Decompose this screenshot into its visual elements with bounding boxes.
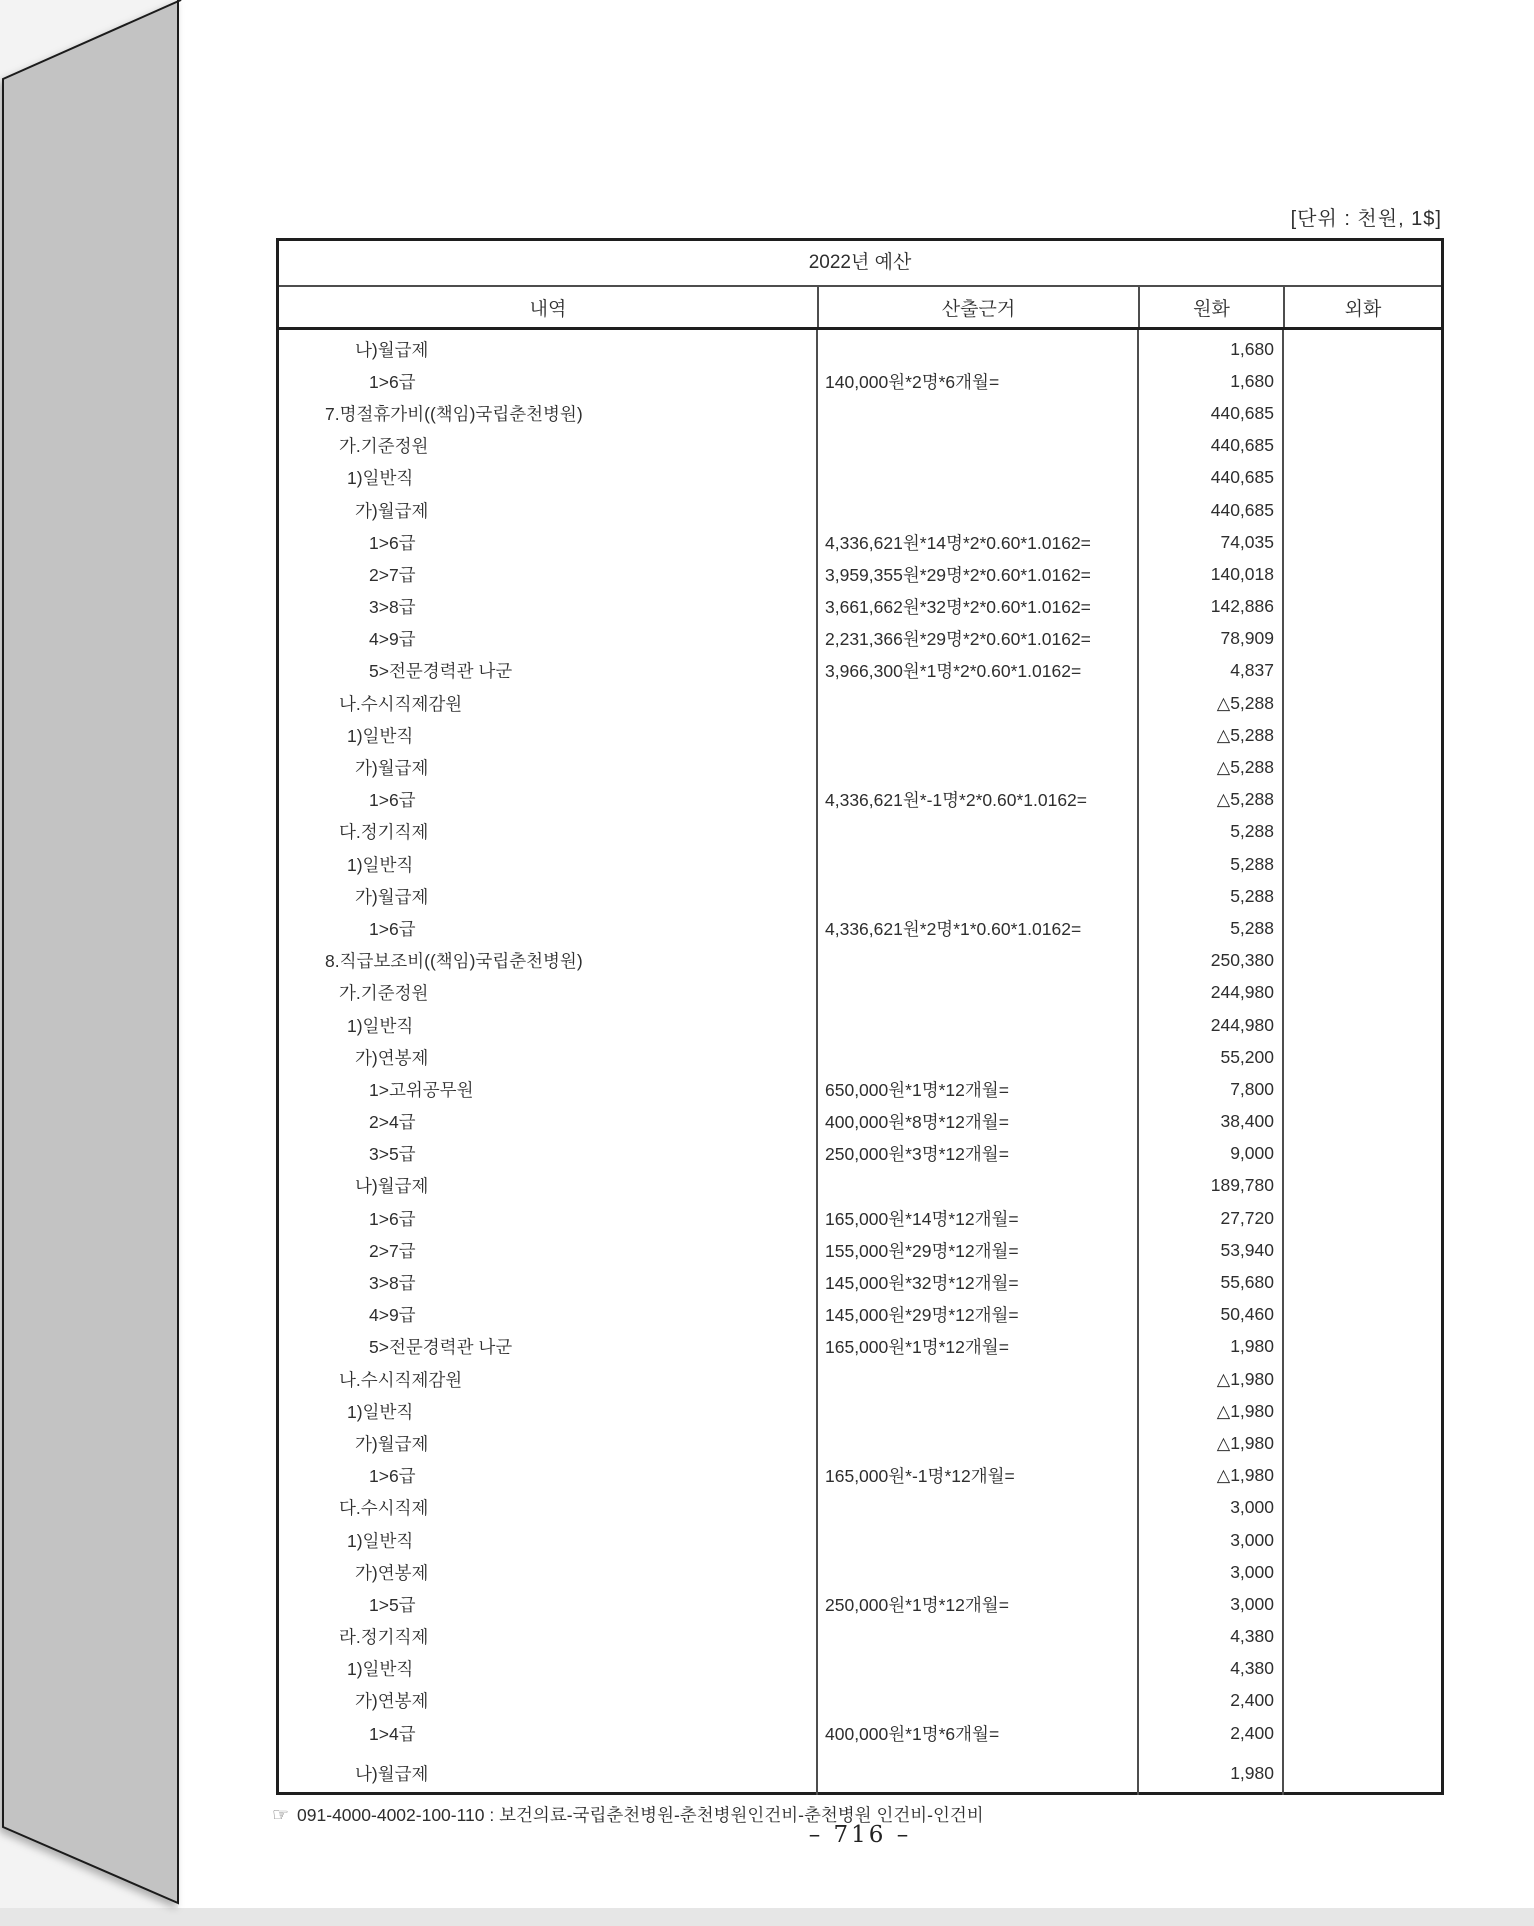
row-krw-amount: 189,780 [1210, 1175, 1274, 1196]
row-calculation-basis: 650,000원*1명*12개월= [825, 1079, 1009, 1100]
row-calculation-basis: 4,336,621원*14명*2*0.60*1.0162= [825, 532, 1091, 553]
table-row [279, 623, 1441, 655]
row-krw-amount: 38,400 [1220, 1111, 1274, 1132]
row-krw-amount: 244,980 [1210, 1014, 1274, 1035]
row-krw-amount: 140,018 [1210, 563, 1274, 584]
row-krw-amount: 2,400 [1230, 1690, 1274, 1711]
row-calculation-basis: 4,336,621원*-1명*2*0.60*1.0162= [825, 790, 1088, 811]
row-item-label: 나)월급제 [355, 1763, 429, 1784]
row-krw-amount: 1,980 [1230, 1336, 1274, 1357]
row-item-label: 가)월급제 [355, 886, 429, 907]
row-calculation-basis: 400,000원*1명*6개월= [825, 1723, 1000, 1744]
table-row [279, 816, 1441, 848]
table-row [279, 1621, 1441, 1653]
row-krw-amount: △1,980 [1216, 1400, 1274, 1421]
page-number: – 716 – [808, 1822, 912, 1848]
row-calculation-basis: 140,000원*2명*6개월= [825, 371, 1000, 392]
row-item-label: 1>고위공무원 [369, 1079, 474, 1100]
row-item-label: 가)월급제 [355, 758, 429, 779]
row-item-label: 1)일반직 [347, 725, 414, 746]
table-row [279, 1717, 1441, 1749]
row-item-label: 가)연봉제 [355, 1691, 429, 1712]
row-item-label: 2>7급 [369, 564, 416, 585]
row-krw-amount: △1,980 [1216, 1368, 1274, 1389]
row-calculation-basis: 165,000원*1명*12개월= [825, 1337, 1009, 1358]
row-item-label: 다.정기직제 [339, 822, 429, 843]
row-item-label: 1>6급 [369, 1208, 416, 1229]
row-item-label: 1)일반직 [347, 468, 414, 489]
pointing-hand-icon: ☞ [272, 1805, 290, 1826]
table-row [279, 1202, 1441, 1234]
column-header-basis: 산출근거 [817, 287, 1138, 327]
table-row [279, 751, 1441, 783]
row-krw-amount: 78,909 [1220, 628, 1274, 649]
row-calculation-basis: 165,000원*-1명*12개월= [825, 1466, 1015, 1487]
column-header-fx: 외화 [1283, 287, 1441, 327]
column-divider [816, 330, 818, 1795]
row-item-label: 2>7급 [369, 1240, 416, 1261]
scan-bottom-edge [0, 1908, 1534, 1926]
row-item-label: 가)연봉제 [355, 1562, 429, 1583]
row-krw-amount: 440,685 [1210, 435, 1274, 456]
table-row [279, 1524, 1441, 1556]
row-item-label: 1>6급 [369, 532, 416, 553]
row-item-label: 3>8급 [369, 1273, 416, 1294]
row-krw-amount: △5,288 [1216, 789, 1274, 810]
row-item-label: 라.정기직제 [339, 1627, 429, 1648]
row-item-label: 1>6급 [369, 371, 416, 392]
table-row [279, 462, 1441, 494]
row-krw-amount: 1,980 [1230, 1762, 1274, 1783]
row-krw-amount: △5,288 [1216, 757, 1274, 778]
row-item-label: 1)일반직 [347, 854, 414, 875]
row-krw-amount: 74,035 [1220, 531, 1274, 552]
row-krw-amount: 2,400 [1230, 1722, 1274, 1743]
table-row [279, 1041, 1441, 1073]
row-krw-amount: 55,680 [1220, 1272, 1274, 1293]
table-row [279, 848, 1441, 880]
table-row [279, 687, 1441, 719]
row-krw-amount: 9,000 [1230, 1143, 1274, 1164]
row-item-label: 1>4급 [369, 1723, 416, 1744]
row-krw-amount: 440,685 [1210, 402, 1274, 423]
row-krw-amount: 5,288 [1230, 853, 1274, 874]
table-row [279, 880, 1441, 912]
table-row [279, 1106, 1441, 1138]
row-item-label: 나)월급제 [355, 1176, 429, 1197]
table-row [279, 430, 1441, 462]
row-item-label: 4>9급 [369, 629, 416, 650]
row-item-label: 1>6급 [369, 790, 416, 811]
table-row [279, 945, 1441, 977]
book-spine-shape [3, 0, 181, 1903]
row-krw-amount: △1,980 [1216, 1465, 1274, 1486]
row-item-label: 1>5급 [369, 1594, 416, 1615]
footnote-text: 091-4000-4002-100-110 : 보건의료-국립춘천병원-춘천병원인건비-춘천병원 인건비-인건비 [297, 1805, 984, 1825]
row-krw-amount: 3,000 [1230, 1593, 1274, 1614]
row-item-label: 1)일반직 [347, 1659, 414, 1680]
table-row [279, 1009, 1441, 1041]
row-item-label: 5>전문경력관 나군 [369, 661, 513, 682]
row-krw-amount: 27,720 [1220, 1207, 1274, 1228]
table-row [279, 1427, 1441, 1459]
row-krw-amount: 1,680 [1230, 338, 1274, 359]
row-calculation-basis: 145,000원*29명*12개월= [825, 1305, 1019, 1326]
row-krw-amount: 250,380 [1210, 950, 1274, 971]
row-krw-amount: △5,288 [1216, 692, 1274, 713]
table-row [279, 333, 1441, 365]
table-header-row [279, 287, 1441, 330]
row-calculation-basis: 250,000원*1명*12개월= [825, 1594, 1009, 1615]
table-row [279, 977, 1441, 1009]
table-row [279, 719, 1441, 751]
row-item-label: 4>9급 [369, 1305, 416, 1326]
table-row [279, 784, 1441, 816]
row-krw-amount: 5,288 [1230, 821, 1274, 842]
unit-label: [단위 : 천원, 1$] [1290, 208, 1442, 230]
row-krw-amount: 4,837 [1230, 660, 1274, 681]
row-calculation-basis: 2,231,366원*29명*2*0.60*1.0162= [825, 629, 1091, 650]
table-row [279, 1460, 1441, 1492]
row-krw-amount: 4,380 [1230, 1626, 1274, 1647]
row-krw-amount: 4,380 [1230, 1658, 1274, 1679]
table-body [279, 330, 1441, 1795]
column-header-krw: 원화 [1138, 287, 1283, 327]
table-row [279, 1363, 1441, 1395]
row-krw-amount: △1,980 [1216, 1432, 1274, 1453]
table-row [279, 912, 1441, 944]
row-calculation-basis: 3,959,355원*29명*2*0.60*1.0162= [825, 564, 1091, 585]
row-krw-amount: 3,000 [1230, 1497, 1274, 1518]
table-row [279, 1556, 1441, 1588]
row-krw-amount: 50,460 [1220, 1304, 1274, 1325]
row-item-label: 가.기준정원 [339, 983, 429, 1004]
table-row [279, 1331, 1441, 1363]
row-krw-amount: 440,685 [1210, 467, 1274, 488]
row-calculation-basis: 155,000원*29명*12개월= [825, 1240, 1019, 1261]
table-row [279, 526, 1441, 558]
table-title: 2022년 예산 [279, 241, 1441, 287]
row-calculation-basis: 4,336,621원*2명*1*0.60*1.0162= [825, 918, 1082, 939]
row-calculation-basis: 250,000원*3명*12개월= [825, 1144, 1009, 1165]
book-spine-edge [0, 0, 200, 1926]
table-row [279, 365, 1441, 397]
table-row [279, 1757, 1441, 1789]
table-row [279, 1138, 1441, 1170]
table-row [279, 1395, 1441, 1427]
row-item-label: 가)월급제 [355, 500, 429, 521]
row-item-label: 1>6급 [369, 1466, 416, 1487]
row-krw-amount: 55,200 [1220, 1046, 1274, 1067]
column-header-item: 내역 [529, 298, 567, 320]
row-krw-amount: △5,288 [1216, 724, 1274, 745]
row-item-label: 1)일반직 [347, 1401, 414, 1422]
table-row [279, 494, 1441, 526]
row-krw-amount: 142,886 [1210, 596, 1274, 617]
row-item-label: 가)월급제 [355, 1433, 429, 1454]
row-item-label: 1)일반직 [347, 1530, 414, 1551]
table-row [279, 655, 1441, 687]
row-krw-amount: 5,288 [1230, 885, 1274, 906]
row-krw-amount: 3,000 [1230, 1561, 1274, 1582]
table-row [279, 1685, 1441, 1717]
table-row [279, 591, 1441, 623]
table-row [279, 1170, 1441, 1202]
row-item-label: 나.수시직제감원 [339, 693, 463, 714]
row-calculation-basis: 145,000원*32명*12개월= [825, 1273, 1019, 1294]
row-item-label: 나)월급제 [355, 339, 429, 360]
row-krw-amount: 244,980 [1210, 982, 1274, 1003]
row-krw-amount: 1,680 [1230, 370, 1274, 391]
row-item-label: 8.직급보조비((책임)국립춘천병원) [325, 951, 583, 972]
row-item-label: 3>5급 [369, 1144, 416, 1165]
column-divider [1137, 330, 1139, 1795]
row-item-label: 다.수시직제 [339, 1498, 429, 1519]
row-krw-amount: 440,685 [1210, 499, 1274, 520]
row-item-label: 3>8급 [369, 597, 416, 618]
table-row [279, 1492, 1441, 1524]
budget-table [276, 238, 1444, 1795]
table-row [279, 558, 1441, 590]
row-item-label: 5>전문경력관 나군 [369, 1337, 513, 1358]
row-item-label: 2>4급 [369, 1112, 416, 1133]
row-item-label: 가.기준정원 [339, 436, 429, 457]
table-row [279, 1266, 1441, 1298]
row-calculation-basis: 165,000원*14명*12개월= [825, 1208, 1019, 1229]
row-item-label: 1>6급 [369, 918, 416, 939]
row-item-label: 7.명절휴가비((책임)국립춘천병원) [325, 403, 583, 424]
row-item-label: 1)일반직 [347, 1015, 414, 1036]
table-row [279, 397, 1441, 429]
row-krw-amount: 3,000 [1230, 1529, 1274, 1550]
row-item-label: 나.수시직제감원 [339, 1369, 463, 1390]
table-row [279, 1299, 1441, 1331]
table-row [279, 1653, 1441, 1685]
row-calculation-basis: 3,966,300원*1명*2*0.60*1.0162= [825, 661, 1082, 682]
column-divider [1282, 330, 1284, 1795]
row-item-label: 가)연봉제 [355, 1047, 429, 1068]
row-calculation-basis: 3,661,662원*32명*2*0.60*1.0162= [825, 597, 1091, 618]
table-row [279, 1073, 1441, 1105]
row-krw-amount: 5,288 [1230, 917, 1274, 938]
row-krw-amount: 7,800 [1230, 1078, 1274, 1099]
row-calculation-basis: 400,000원*8명*12개월= [825, 1112, 1009, 1133]
table-row [279, 1234, 1441, 1266]
row-krw-amount: 53,940 [1220, 1239, 1274, 1260]
table-row [279, 1588, 1441, 1620]
